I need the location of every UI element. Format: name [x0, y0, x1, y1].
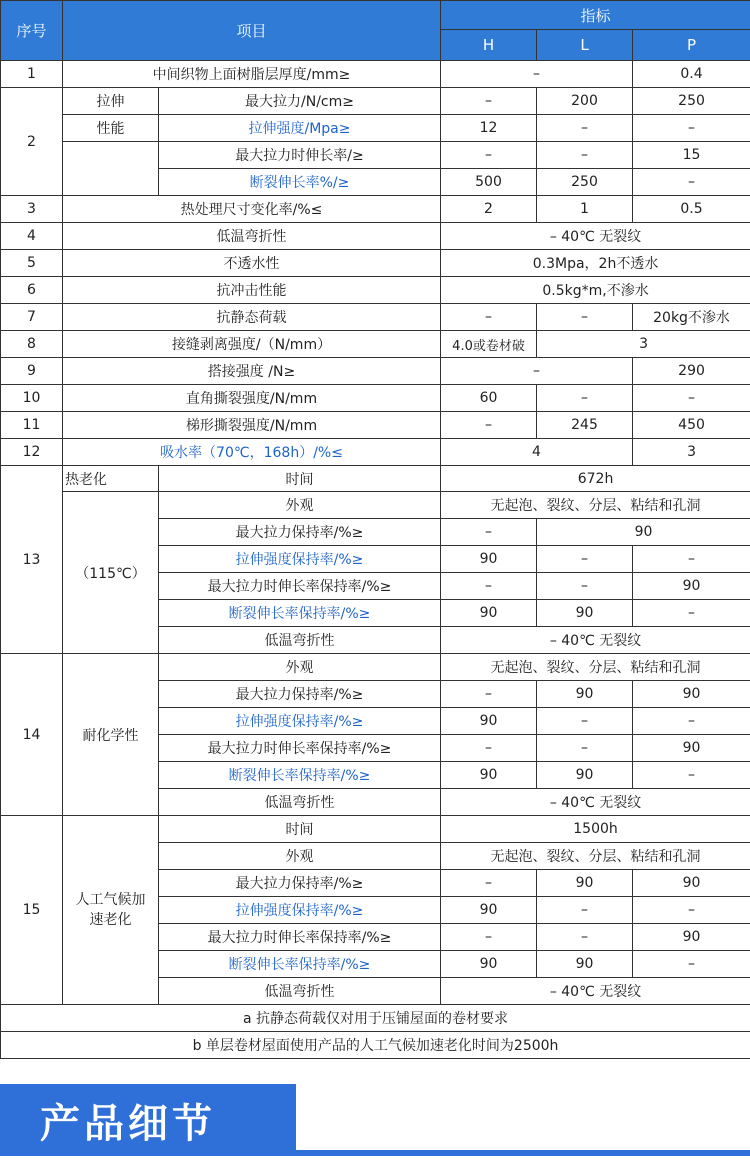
- cell-l: 90: [537, 951, 633, 978]
- note-a: a 抗静态荷载仅对用于压铺屋面的卷材要求: [1, 1005, 750, 1032]
- row-no: 11: [1, 412, 63, 439]
- cell-hlp: 672h: [441, 466, 750, 492]
- cell-h: 90: [441, 708, 537, 735]
- cell-p: 90: [633, 573, 750, 600]
- cell-l: 90: [537, 600, 633, 627]
- row-item: 断裂伸长率保持率/%≥: [159, 951, 441, 978]
- cell-h: 90: [441, 951, 537, 978]
- row-item: 拉伸强度保持率/%≥: [159, 897, 441, 924]
- row-no: 15: [1, 816, 63, 1005]
- row-no: 3: [1, 196, 63, 223]
- row-item: 外观: [159, 492, 441, 519]
- cell-hlp: 1500h: [441, 816, 750, 843]
- cell-l: –: [537, 735, 633, 762]
- cell-p: –: [633, 600, 750, 627]
- row-item: 最大拉力/N/cm≥: [159, 88, 441, 115]
- cell-hl: –: [441, 358, 633, 385]
- row-item: 低温弯折性: [159, 627, 441, 654]
- cell-l: 1: [537, 196, 633, 223]
- cell-h: –: [441, 870, 537, 897]
- row-no: 9: [1, 358, 63, 385]
- cell-p: 250: [633, 88, 750, 115]
- cell-l: 90: [537, 681, 633, 708]
- cell-p: –: [633, 115, 750, 142]
- cell-h: –: [441, 412, 537, 439]
- row-item: 时间: [159, 466, 441, 492]
- cell-l: 245: [537, 412, 633, 439]
- row-item: 拉伸强度保持率/%≥: [159, 708, 441, 735]
- header-no: 序号: [1, 1, 63, 61]
- cell-h: 4.0或卷材破: [441, 331, 537, 358]
- cell-p: –: [633, 169, 750, 196]
- row-item: 中间织物上面树脂层厚度/mm≥: [63, 61, 441, 88]
- cell-l: –: [537, 385, 633, 412]
- cell-hl: –: [441, 61, 633, 88]
- row-item: 最大拉力保持率/%≥: [159, 681, 441, 708]
- row-item: 直角撕裂强度/N/mm: [63, 385, 441, 412]
- cell-p: 0.5: [633, 196, 750, 223]
- cell-l: 90: [537, 762, 633, 789]
- row-item: 抗静态荷载: [63, 304, 441, 331]
- row-item: 拉伸强度保持率/%≥: [159, 546, 441, 573]
- row-no: 5: [1, 250, 63, 277]
- row-no: 12: [1, 439, 63, 466]
- cell-p: –: [633, 708, 750, 735]
- cell-l: –: [537, 573, 633, 600]
- row-item: 拉伸强度/Mpa≥: [159, 115, 441, 142]
- group-blank: [63, 142, 159, 196]
- cell-h: 90: [441, 546, 537, 573]
- cell-h: –: [441, 88, 537, 115]
- cell-p: 90: [633, 681, 750, 708]
- row-item: 吸水率（70℃，168h）/%≤: [63, 439, 441, 466]
- cell-hlp: – 40℃ 无裂纹: [441, 223, 750, 250]
- cell-p: 90: [633, 870, 750, 897]
- cell-p: –: [633, 385, 750, 412]
- row-no: 2: [1, 88, 63, 196]
- row-item: 搭接强度 /N≥: [63, 358, 441, 385]
- cell-p: –: [633, 897, 750, 924]
- row-item: 低温弯折性: [63, 223, 441, 250]
- cell-l: –: [537, 924, 633, 951]
- cell-p: 90: [633, 735, 750, 762]
- cell-l: –: [537, 708, 633, 735]
- row-item: 最大拉力保持率/%≥: [159, 519, 441, 546]
- row-item: 不透水性: [63, 250, 441, 277]
- cell-p: 290: [633, 358, 750, 385]
- cell-p: 0.4: [633, 61, 750, 88]
- cell-h: –: [441, 735, 537, 762]
- cell-h: 90: [441, 600, 537, 627]
- cell-l: –: [537, 304, 633, 331]
- header-h: H: [441, 30, 537, 61]
- cell-hlp: – 40℃ 无裂纹: [441, 627, 750, 654]
- cell-p: 450: [633, 412, 750, 439]
- cell-h: –: [441, 304, 537, 331]
- header-index: 指标: [441, 1, 750, 30]
- group-label: 拉伸: [63, 88, 159, 115]
- cell-l: 200: [537, 88, 633, 115]
- row-item: 接缝剥离强度/（N/mm）: [63, 331, 441, 358]
- cell-h: –: [441, 573, 537, 600]
- row-item: 外观: [159, 843, 441, 870]
- cell-hl: 4: [441, 439, 633, 466]
- cell-h: –: [441, 519, 537, 546]
- cell-hlp: – 40℃ 无裂纹: [441, 789, 750, 816]
- cell-hlp: 无起泡、裂纹、分层、粘结和孔洞: [441, 843, 750, 870]
- cell-h: –: [441, 924, 537, 951]
- row-no: 13: [1, 466, 63, 654]
- cell-lp: 90: [537, 519, 750, 546]
- row-item: 断裂伸长率保持率/%≥: [159, 762, 441, 789]
- row-item: 断裂伸长率%/≥: [159, 169, 441, 196]
- cell-l: 250: [537, 169, 633, 196]
- cell-p: 15: [633, 142, 750, 169]
- row-item: 最大拉力保持率/%≥: [159, 870, 441, 897]
- row-item: 断裂伸长率保持率/%≥: [159, 600, 441, 627]
- row-item: 低温弯折性: [159, 978, 441, 1005]
- section-banner: [0, 1084, 750, 1156]
- row-no: 10: [1, 385, 63, 412]
- cell-h: 500: [441, 169, 537, 196]
- cell-hlp: – 40℃ 无裂纹: [441, 978, 750, 1005]
- cell-h: 2: [441, 196, 537, 223]
- cell-p: –: [633, 762, 750, 789]
- row-item: 时间: [159, 816, 441, 843]
- cell-h: 12: [441, 115, 537, 142]
- group-label: 耐化学性: [63, 654, 159, 816]
- row-no: 7: [1, 304, 63, 331]
- cell-l: 90: [537, 870, 633, 897]
- group-label: （115℃）: [63, 492, 159, 654]
- group-label: 热老化: [63, 466, 159, 492]
- cell-p: –: [633, 546, 750, 573]
- cell-hlp: 无起泡、裂纹、分层、粘结和孔洞: [441, 654, 750, 681]
- cell-l: –: [537, 142, 633, 169]
- cell-h: 90: [441, 897, 537, 924]
- group-label: [63, 816, 159, 1005]
- row-no: 4: [1, 223, 63, 250]
- cell-h: –: [441, 681, 537, 708]
- cell-l: –: [537, 546, 633, 573]
- cell-l: –: [537, 897, 633, 924]
- header-item: 项目: [63, 1, 441, 61]
- banner-underline: [296, 1150, 750, 1156]
- cell-hlp: 0.3Mpa，2h不透水: [441, 250, 750, 277]
- row-no: 8: [1, 331, 63, 358]
- cell-p: –: [633, 951, 750, 978]
- cell-hlp: 0.5kg*m,不渗水: [441, 277, 750, 304]
- banner-title: 产品细节: [40, 1101, 216, 1147]
- row-item: 梯形撕裂强度/N/mm: [63, 412, 441, 439]
- note-b: b 单层卷材屋面使用产品的人工气候加速老化时间为2500h: [1, 1032, 750, 1059]
- row-item: 最大拉力时伸长率保持率/%≥: [159, 573, 441, 600]
- row-no: 6: [1, 277, 63, 304]
- row-no: 14: [1, 654, 63, 816]
- row-item: 最大拉力时伸长率保持率/%≥: [159, 924, 441, 951]
- cell-p: 3: [633, 439, 750, 466]
- row-item: 最大拉力时伸长率/≥: [159, 142, 441, 169]
- row-no: 1: [1, 61, 63, 88]
- row-item: 低温弯折性: [159, 789, 441, 816]
- cell-h: 60: [441, 385, 537, 412]
- cell-h: 90: [441, 762, 537, 789]
- header-l: L: [537, 30, 633, 61]
- row-item: 外观: [159, 654, 441, 681]
- cell-p: 20kg不渗水: [633, 304, 750, 331]
- group-label: 性能: [63, 115, 159, 142]
- row-item: 最大拉力时伸长率保持率/%≥: [159, 735, 441, 762]
- cell-l: –: [537, 115, 633, 142]
- group-label-text: 人工气候加速老化: [75, 892, 146, 928]
- row-item: 抗冲击性能: [63, 277, 441, 304]
- cell-h: –: [441, 142, 537, 169]
- cell-hlp: 无起泡、裂纹、分层、粘结和孔洞: [441, 492, 750, 519]
- row-item: 热处理尺寸变化率/%≤: [63, 196, 441, 223]
- cell-p: 90: [633, 924, 750, 951]
- header-p: P: [633, 30, 750, 61]
- cell-lp: 3: [537, 331, 750, 358]
